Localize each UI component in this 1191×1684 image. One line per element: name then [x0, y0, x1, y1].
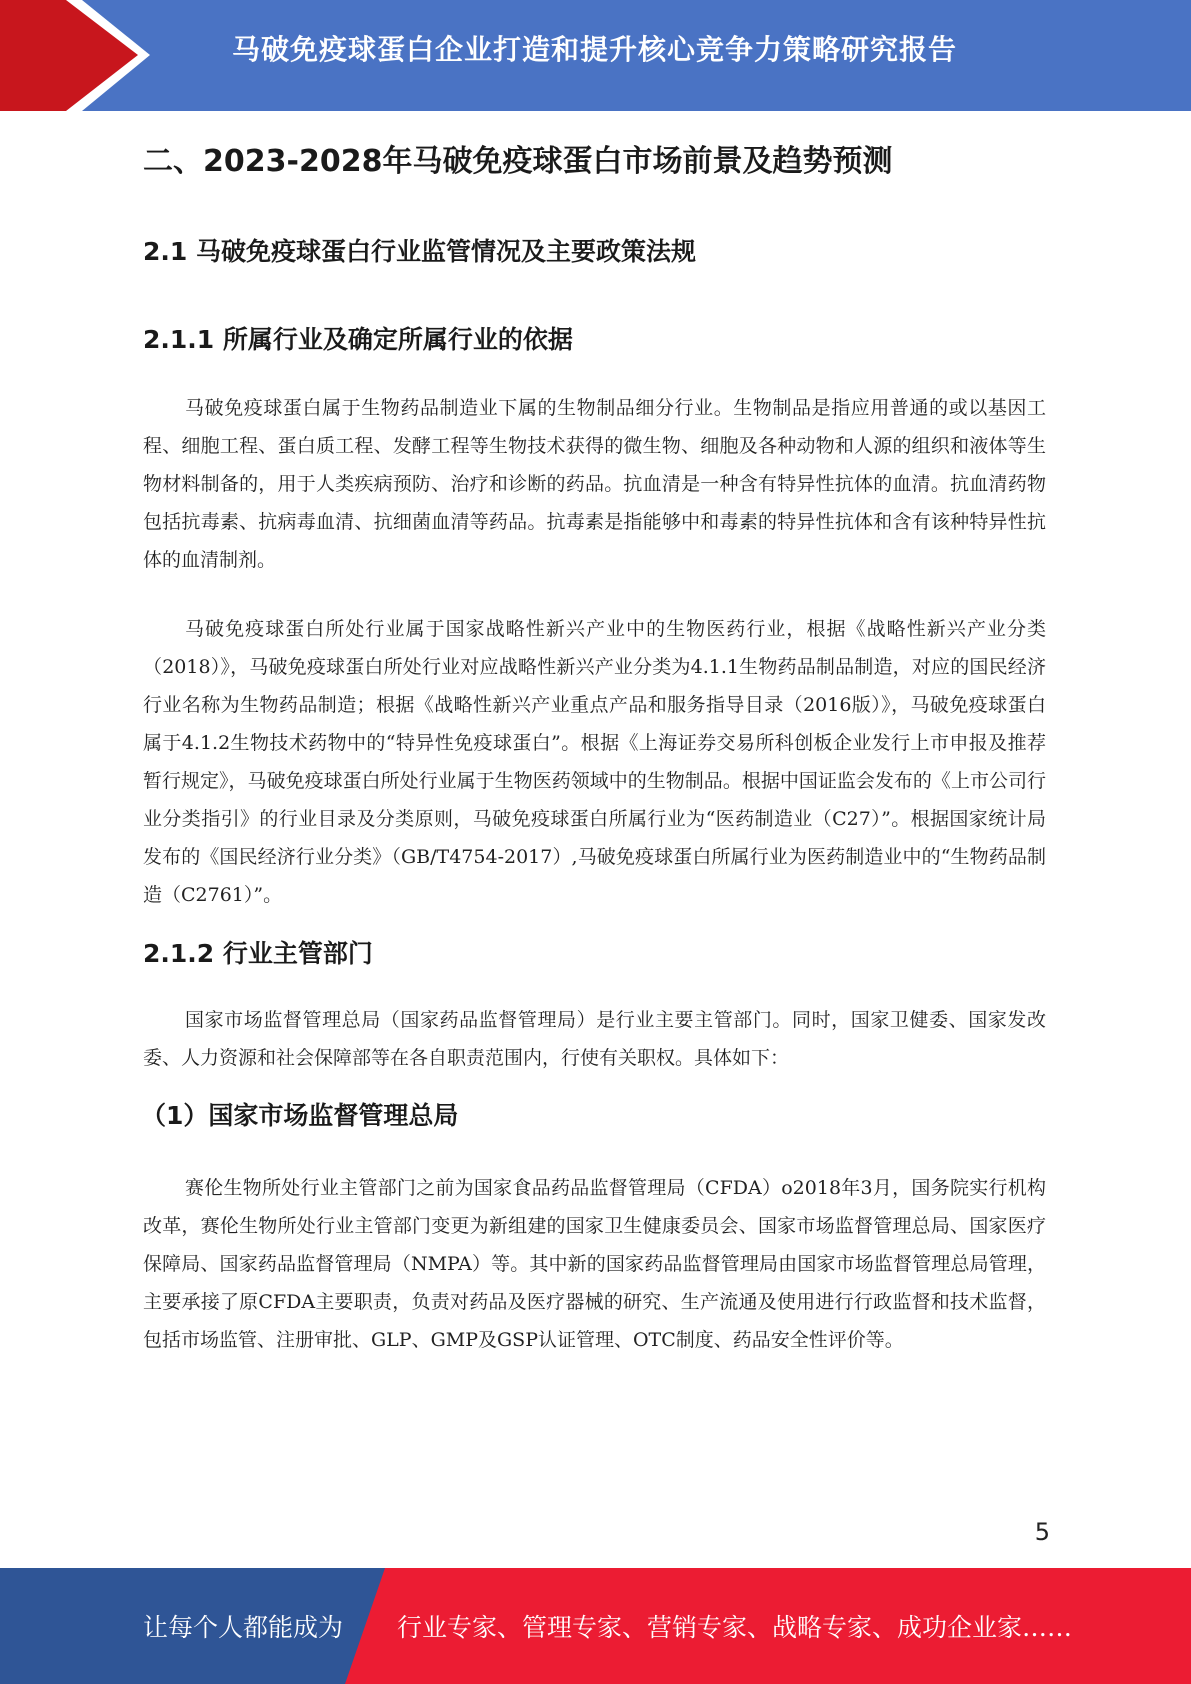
page-number: 5 — [1034, 1518, 1050, 1546]
footer-slogan-left: 让每个人都能成为 — [143, 1613, 344, 1642]
footer-slogan-right: 行业专家、管理专家、营销专家、战略专家、成功企业家…… — [397, 1613, 1073, 1642]
paragraph-regulators-overview: 国家市场监督管理总局（国家药品监督管理局）是行业主要主管部门。同时，国家卫健委、国家发改委、人力资源和社会保障部等在各自职责范围内，行使有关职权。具体如下： — [143, 1009, 1046, 1069]
header-arrow — [0, 0, 138, 111]
paragraph-industry-classification: 马破免疫球蛋白所处行业属于国家战略性新兴产业中的生物医药行业，根据《战略性新兴产业分类（2018）》，马破免疫球蛋白所处行业对应战略性新兴产业分类为4.1.1生物药品制品制造，对应的国民经济行业名称为生物药品制造；根据《战略性新兴产业重点产品和服务指导目录（2016版）》，马破免疫球蛋白属于4.1.2生物技术药物中的“特异性免疫球蛋白”。根据《上海证券交易所科创板企业发行上市申报及推荐暂行规定》，马破免疫球蛋白所处行业属于生物医药领域中的生物制品。根据中国证监会发布的《上市公司行业分类指引》的行业目录及分类原则，马破免疫球蛋白所属行业为“医药制造业（C27）”。根据国家统计局发布的《国民经济行业分类》（GB/T4754-2017）,马破免疫球蛋白所属行业为医药制造业中的“生物药品制造（C2761）”。 — [143, 618, 1046, 906]
page-footer — [0, 1568, 1191, 1684]
subsection-heading-2-1-1: 2.1.1 所属行业及确定所属行业的依据 — [143, 325, 573, 354]
subsection-heading-2-1: 2.1 马破免疫球蛋白行业监管情况及主要政策法规 — [143, 237, 696, 266]
page-content — [143, 140, 1046, 1359]
section-heading: 二、2023-2028年马破免疫球蛋白市场前景及趋势预测 — [143, 144, 893, 179]
paragraph-samr: 赛伦生物所处行业主管部门之前为国家食品药品监督管理局（CFDA）o2018年3月，国务院实行机构改革，赛伦生物所处行业主管部门变更为新组建的国家卫生健康委员会、国家市场监督管理总局、国家医疗保障局、国家药品监督管理局（NMPA）等。其中新的国家药品监督管理局由国家市场监督管理总局管理，主要承接了原CFDA主要职责，负责对药品及医疗器械的研究、生产流通及使用进行行政监督和技术监督，包括市场监管、注册审批、GLP、GMP及GSP认证管理、OTC制度、药品安全性评价等。 — [143, 1177, 1046, 1351]
page-header — [0, 0, 1191, 111]
paragraph-industry-definition: 马破免疫球蛋白属于生物药品制造业下属的生物制品细分行业。生物制品是指应用普通的或以基因工程、细胞工程、蛋白质工程、发酵工程等生物技术获得的微生物、细胞及各种动物和人源的组织和液体等生物材料制备的，用于人类疾病预防、治疗和诊断的药品。抗血清是一种含有特异性抗体的血清。抗血清药物包括抗毒素、抗病毒血清、抗细菌血清等药品。抗毒素是指能够中和毒素的特异性抗体和含有该种特异性抗体的血清制剂。 — [143, 397, 1046, 571]
item-heading-1: （1）国家市场监督管理总局 — [141, 1101, 459, 1130]
report-title: 马破免疫球蛋白企业打造和提升核心竞争力策略研究报告 — [232, 33, 958, 66]
subsection-heading-2-1-2: 2.1.2 行业主管部门 — [143, 939, 373, 968]
